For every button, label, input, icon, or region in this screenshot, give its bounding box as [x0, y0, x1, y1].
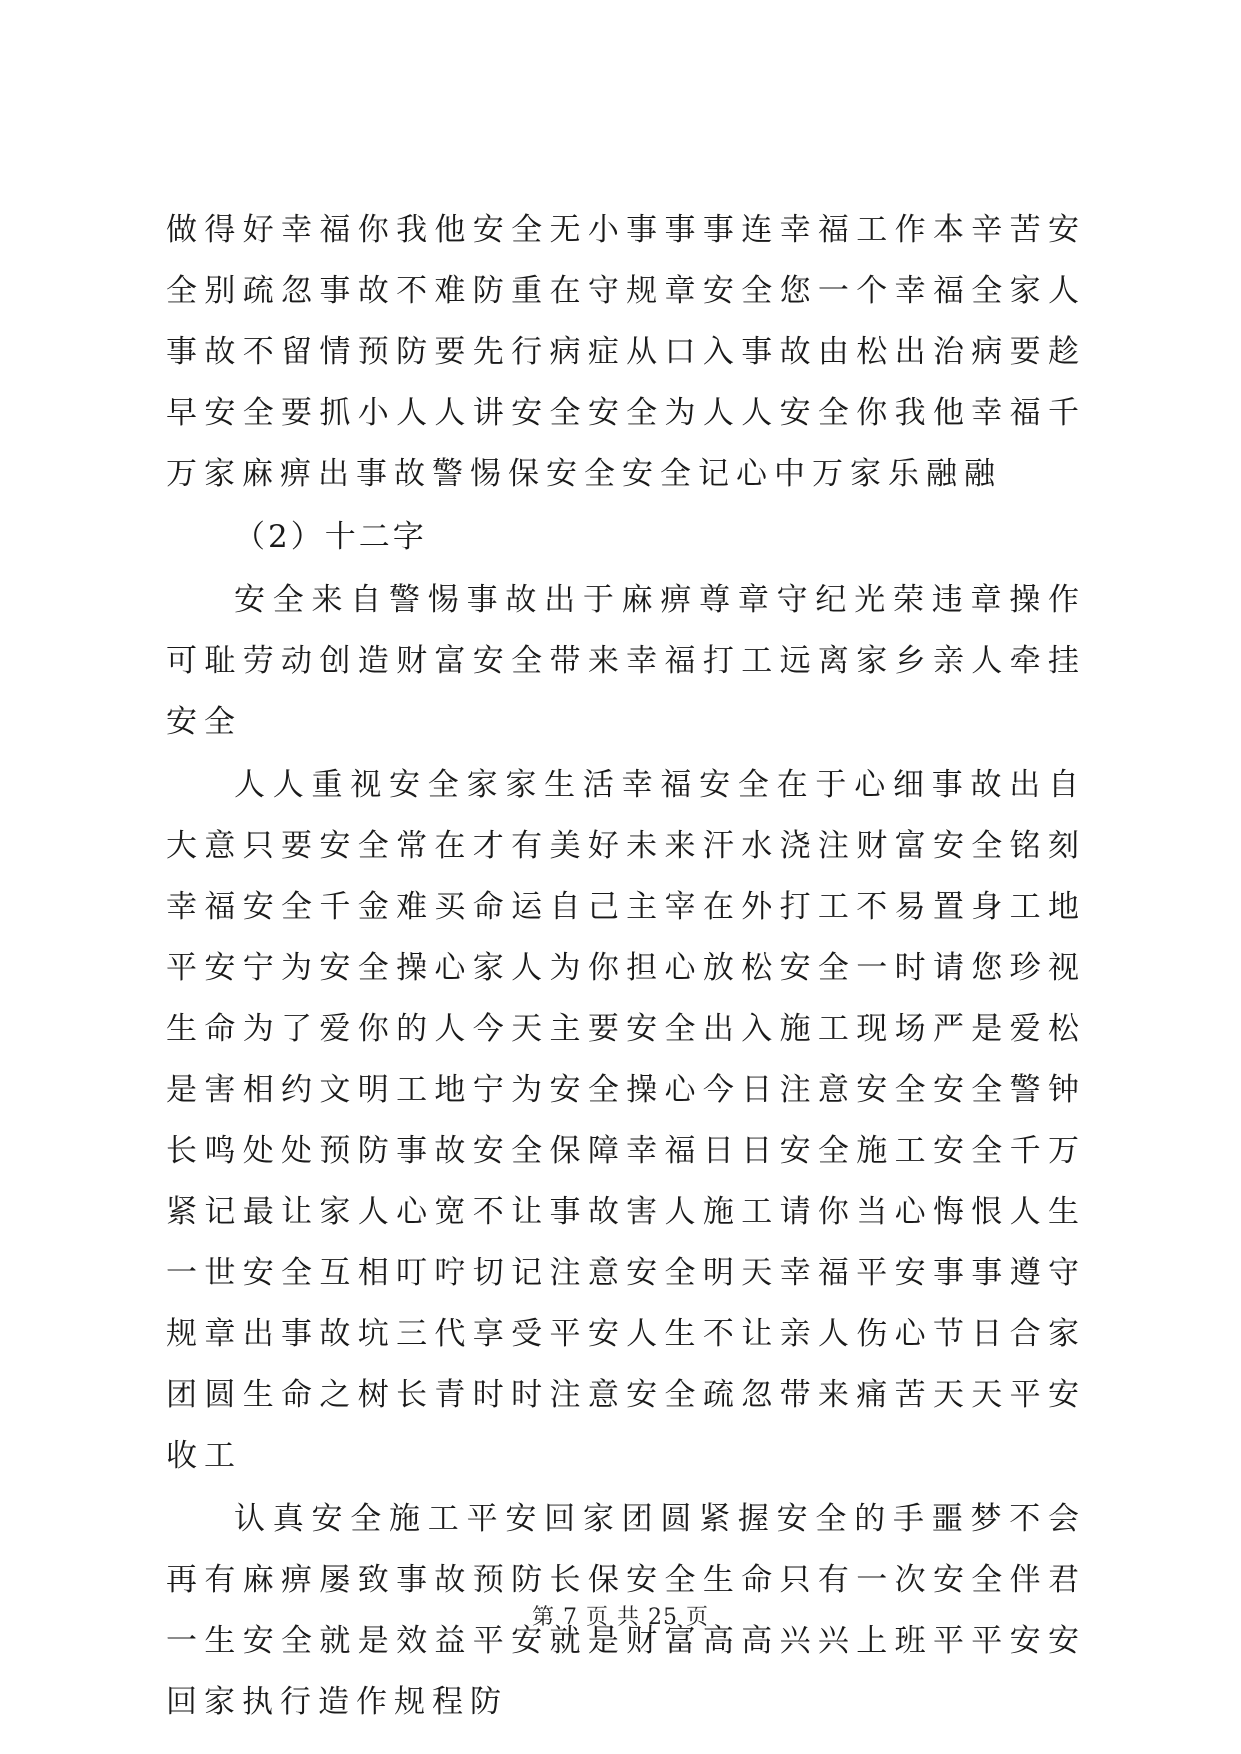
document-body [166, 200, 1086, 1733]
paragraph-slogans-2: 人人重视安全家家生活幸福安全在于心细事故出自大意只要安全常在才有美好未来汗水浇注财富安全铭刻幸福安全千金难买命运自己主宰在外打工不易置身工地平安宁为安全操心家人为你担心放松安全一时请您珍视生命为了爱你的人今天主要安全出入施工现场严是爱松是害相约文明工地宁为安全操心今日注意安全安全警钟长鸣处处预防事故安全保障幸福日日安全施工安全千万紧记最让家人心宽不让事故害人施工请你当心悔恨人生一世安全互相叮咛切记注意安全明天幸福平安事事遵守规章出事故坑三代享受平安人生不让亲人伤心节日合家团圆生命之树长青时时注意安全疏忽带来痛苦天天平安收工 [166, 767, 1086, 1474]
page-footer: 第 7 页 共 25 页 [532, 1605, 709, 1630]
paragraph-continued: 做得好幸福你我他安全无小事事事连幸福工作本辛苦安全别疏忽事故不难防重在守规章安全您一个幸福全家人事故不留情预防要先行病症从口入事故由松出治病要趁早安全要抓小人人讲安全安全为人人安全你我他幸福千万家麻痹出事故警惕保安全安全记心中万家乐融融 [166, 212, 1086, 492]
section-heading-twelve-char: （2）十二字 [234, 519, 427, 555]
paragraph-slogans-3: 认真安全施工平安回家团圆紧握安全的手噩梦不会再有麻痹屡致事故预防长保安全生命只有一次安全伴君一生安全就是效益平安就是财富高高兴兴上班平平安安回家执行造作规程防 [166, 1501, 1086, 1720]
paragraph-slogans-1: 安全来自警惕事故出于麻痹尊章守纪光荣违章操作可耻劳动创造财富安全带来幸福打工远离家乡亲人牵挂安全 [166, 582, 1086, 740]
